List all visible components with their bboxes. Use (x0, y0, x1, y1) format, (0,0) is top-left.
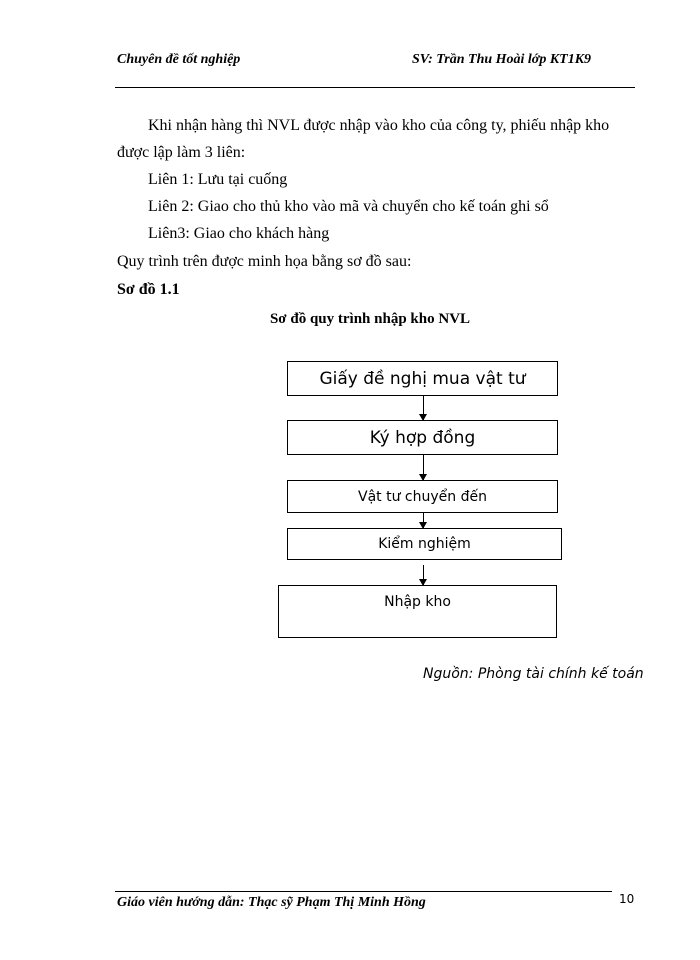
copy-item-1: Liên 1: Lưu tại cuống (148, 171, 288, 188)
footer-advisor: Giáo viên hướng dẫn: Thạc sỹ Phạm Thị Minh Hồng (117, 895, 426, 910)
header-rule (115, 87, 635, 88)
source-note: Nguồn: Phòng tài chính kế toán (423, 666, 644, 682)
paragraph-line-2: được lập làm 3 liên: (117, 144, 246, 161)
flow-step-contract: Ký hợp đồng (287, 420, 558, 455)
page-number: 10 (619, 892, 635, 906)
paragraph-line-1: Khi nhận hàng thì NVL được nhập vào kho của công ty, phiếu nhập kho (148, 117, 610, 134)
diagram-intro: Quy trình trên được minh họa bằng sơ đồ sau: (117, 253, 412, 270)
flow-step-purchase-request: Giấy đề nghị mua vật tư (287, 361, 558, 396)
header-left: Chuyên đề tốt nghiệp (117, 52, 241, 67)
copy-item-3: Liên3: Giao cho khách hàng (148, 225, 330, 242)
flow-step-inspection: Kiểm nghiệm (287, 528, 562, 560)
diagram-title: Sơ đồ quy trình nhập kho NVL (269, 311, 471, 327)
flow-step-goods-arrival: Vật tư chuyển đến (287, 480, 558, 513)
header-right: SV: Trần Thu Hoài lớp KT1K9 (412, 52, 592, 67)
diagram-label: Sơ đồ 1.1 (117, 281, 180, 298)
copy-item-2: Liên 2: Giao cho thủ kho vào mã và chuyển cho kế toán ghi sổ (148, 198, 549, 215)
footer-rule (115, 891, 612, 892)
flow-step-warehouse-entry: Nhập kho (278, 585, 557, 638)
